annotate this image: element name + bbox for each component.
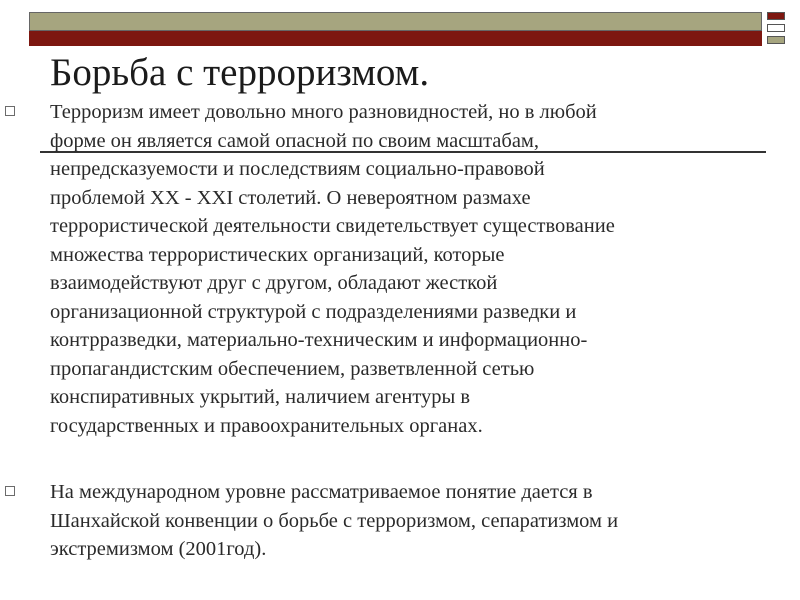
corner-square-red (767, 12, 785, 20)
bullet-list (0, 98, 800, 564)
bullet-item (0, 98, 800, 440)
slide-title: Борьба с терроризмом. (50, 51, 430, 94)
corner-square-white (767, 24, 785, 32)
header-red-bar (29, 31, 762, 46)
bullet-text: На международном уровне рассматриваемое понятие дается в Шанхайской конвенции о борьбе с терроризмом, сепаратизмом и экстремизмом (2001год). (50, 481, 619, 560)
hollow-square-bullet-icon (5, 486, 15, 496)
corner-decoration (767, 12, 787, 48)
bullet-text: Терроризм имеет довольно много разновидностей, но в любой форме он является самой опасной по своим масштабам, непредсказуемости и последствиям социально-правовой проблемой XX - XXI столетий. О невероятном размахе террористической деятельности свидетельствует существование множества террористических организаций, которые взаимодействуют друг с другом, обладают жесткой организационной структурой с подразделениями разведки и контрразведки, материально-техническим и информационно- пропагандистским обеспечением, разветвленной сетью конспиративных укрытий, наличием агентуры в государственных и правоохранительных органах. (50, 101, 615, 437)
hollow-square-bullet-icon (5, 106, 15, 116)
header-olive-bar (29, 12, 762, 31)
corner-square-olive (767, 36, 785, 44)
bullet-item (0, 478, 800, 564)
